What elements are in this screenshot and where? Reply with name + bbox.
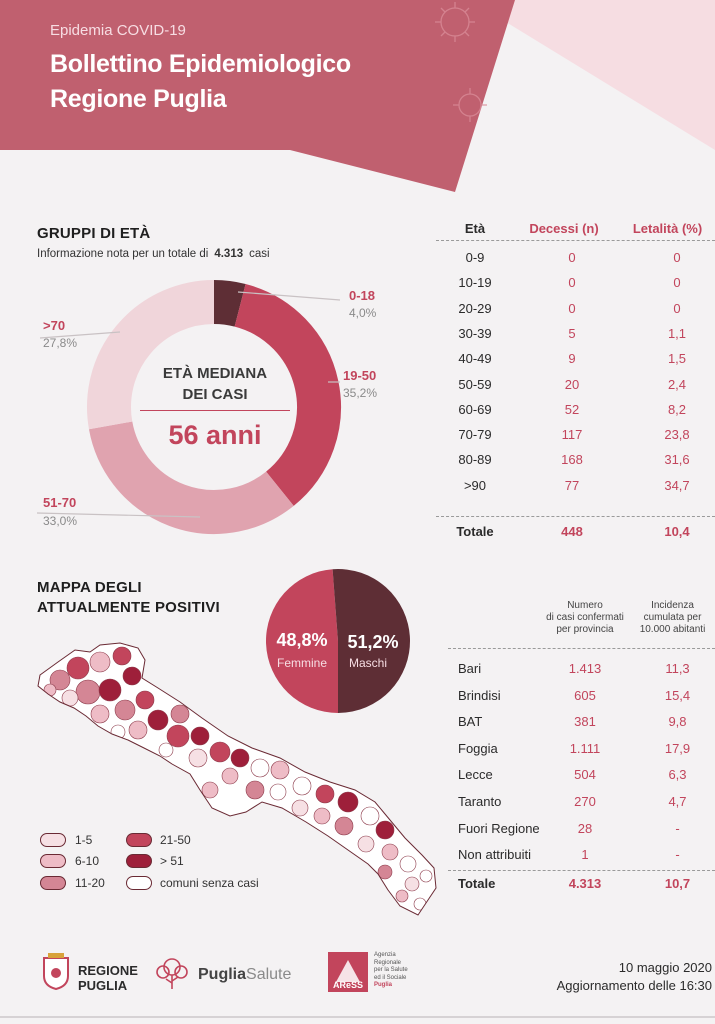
age-table-cell: 80-89 <box>458 452 492 468</box>
aress-logo-text <box>374 952 408 990</box>
age-table-cell: 168 <box>561 452 583 468</box>
logo-regione-line1: REGIONE <box>78 963 138 978</box>
median-age-caption-line2: DEI CASI <box>182 386 248 403</box>
age-table-cell: 1,1 <box>667 325 687 341</box>
footer-rule <box>0 1016 715 1018</box>
subtitle-prefix: Informazione nota per un totale di <box>37 248 209 260</box>
province-table-cell: 9,8 <box>668 714 687 730</box>
age-table-cell: 0 <box>568 250 576 265</box>
age-table-cell: 0 <box>673 250 681 265</box>
province-table-cell: 381 <box>574 714 596 730</box>
age-table-cell: 2,4 <box>667 376 687 392</box>
age-groups-subtitle <box>37 248 270 260</box>
aress-logo-mark: AReSS <box>332 980 363 990</box>
province-table-cell: 270 <box>574 794 596 809</box>
age-table-bottom-rule <box>436 516 715 517</box>
province-head-inc-l3: 10.000 abitanti <box>639 624 706 635</box>
legend-label-none: comuni senza casi <box>160 876 259 890</box>
age-table-head-eta: Età <box>464 221 486 236</box>
legend-label-gt51: > 51 <box>160 854 184 868</box>
legend-swatch-none <box>126 876 152 890</box>
age-table-cell: 52 <box>564 401 580 417</box>
province-table-cell: 1.413 <box>568 661 602 676</box>
province-head-cases-l1: Numero <box>567 600 603 611</box>
donut-label-gt70: >70 <box>43 318 66 333</box>
age-table-cell: 23,8 <box>664 427 690 443</box>
province-table-cell: 15,4 <box>664 687 691 703</box>
legend-label-21-50: 21-50 <box>160 833 191 847</box>
province-total-cases: 4.313 <box>568 876 602 891</box>
legend-swatch-gt51 <box>126 854 152 868</box>
age-table-cell: 50-59 <box>458 376 492 392</box>
header-kicker: Epidemia COVID-19 <box>50 22 186 39</box>
age-groups-title: GRUPPI DI ETÀ <box>37 225 151 242</box>
age-table-cell: 31,6 <box>664 452 690 468</box>
gender-male-label: Maschi <box>348 656 387 670</box>
donut-label-0-18: 0-18 <box>349 288 376 303</box>
age-table-cell: 77 <box>564 477 580 493</box>
legend-swatch-1-5 <box>40 833 66 847</box>
median-age-caption-line1: ETÀ MEDIANA <box>162 365 268 382</box>
donut-pct-0-18: 4,0% <box>349 306 377 320</box>
age-table-cell: 70-79 <box>458 427 492 443</box>
province-head-cases-l2: di casi confermati <box>546 612 624 623</box>
province-table-cell: 28 <box>577 820 593 836</box>
province-table-cell: 1 <box>581 847 589 863</box>
map-title-line2: ATTUALMENTE POSITIVI <box>37 599 220 616</box>
legend-swatch-11-20 <box>40 876 66 890</box>
legend-label-1-5: 1-5 <box>75 833 93 847</box>
legend-label-11-20: 11-20 <box>75 876 105 890</box>
province-table-cell: Foggia <box>458 740 498 756</box>
puglia-salute-tree-icon <box>152 955 192 991</box>
province-head-cases-l3: per provincia <box>556 624 614 635</box>
donut-pct-19-50: 35,2% <box>343 386 378 400</box>
age-table-total-label: Totale <box>456 524 494 539</box>
province-head-cases <box>545 600 625 636</box>
age-table-cell: 0 <box>568 275 576 291</box>
province-table-cell: Non attribuiti <box>458 847 531 863</box>
gender-female-pct: 48,8% <box>276 630 328 650</box>
donut-label-19-50: 19-50 <box>343 368 377 383</box>
gender-female-label: Femmine <box>276 656 327 670</box>
province-table-cell: 11,3 <box>665 661 690 676</box>
age-table-cell: 117 <box>561 427 583 443</box>
province-table-cell: 605 <box>574 687 596 703</box>
province-table-cell: BAT <box>458 714 483 730</box>
donut-slice-018 <box>214 302 240 305</box>
province-table-cell: - <box>675 847 680 863</box>
donut-pct-51-70: 33,0% <box>43 514 78 528</box>
gender-male-pct: 51,2% <box>347 632 399 652</box>
age-table-cell: 8,2 <box>667 401 687 417</box>
province-table-top-rule <box>448 648 715 649</box>
province-head-incidence <box>630 600 715 636</box>
legend-label-6-10: 6-10 <box>75 854 100 868</box>
age-table-head-letalita: Letalità (%) <box>632 221 703 236</box>
aress-line5: Puglia <box>374 982 393 988</box>
age-table-cell: 10-19 <box>458 275 492 291</box>
bulletin-update-time: Aggiornamento delle 16:30 <box>556 978 712 993</box>
aress-line4: ed il Sociale <box>374 974 407 981</box>
donut-hole <box>132 325 296 489</box>
province-table-cell: 17,9 <box>664 740 691 756</box>
age-table-cell: 0 <box>568 300 576 316</box>
province-table-cell: Fuori Regione <box>458 820 540 836</box>
province-total-label: Totale <box>458 876 496 891</box>
age-table-cell: 40-49 <box>458 351 492 367</box>
province-table-cell: Brindisi <box>458 687 501 703</box>
header-title-line2: Regione Puglia <box>50 85 227 113</box>
province-table-cell: Bari <box>458 661 482 676</box>
map-title-line1: MAPPA DEGLI <box>37 579 142 596</box>
province-total-incidence: 10,7 <box>664 876 691 891</box>
aress-line2: Regionale <box>374 959 402 966</box>
age-table-top-rule <box>436 240 715 241</box>
median-age-value: 56 anni <box>168 420 262 450</box>
aress-line3: per la Salute <box>374 967 408 973</box>
donut-pct-gt70: 27,8% <box>43 336 78 350</box>
legend-swatch-21-50 <box>126 833 152 847</box>
province-head-inc-l1: Incidenza <box>651 600 694 611</box>
age-table-cell: 20 <box>564 376 580 392</box>
header-title-line1: Bollettino Epidemiologico <box>50 50 351 78</box>
age-table-head-decessi: Decessi (n) <box>529 221 599 236</box>
aress-line1: Agenzia <box>374 952 396 958</box>
age-table-total-lethality: 10,4 <box>664 524 690 539</box>
age-table-cell: >90 <box>463 477 487 493</box>
age-table-cell: 20-29 <box>458 300 492 316</box>
donut-label-51-70: 51-70 <box>43 495 77 510</box>
logo-puglia-salute-b: Salute <box>246 966 292 983</box>
age-table-cell: 0-9 <box>465 250 485 265</box>
age-table-cell: 60-69 <box>458 401 492 417</box>
age-table-cell: 1,5 <box>667 351 687 367</box>
age-table-cell: 0 <box>673 275 681 291</box>
age-table-cell: 9 <box>568 351 576 367</box>
legend-swatch-6-10 <box>40 854 66 868</box>
province-table-cell: 4,7 <box>668 794 687 809</box>
regione-puglia-crest-icon <box>42 952 70 990</box>
age-table-cell: 30-39 <box>458 325 492 341</box>
province-table-cell: 1.111 <box>569 740 601 756</box>
province-table-cell: 6,3 <box>668 767 687 783</box>
province-head-inc-l2: cumulata per <box>643 612 702 623</box>
logo-regione-line2: PUGLIA <box>78 978 128 993</box>
age-table-cell: 5 <box>568 325 576 341</box>
province-table-cell: Taranto <box>458 794 502 809</box>
subtitle-suffix: casi <box>249 248 270 260</box>
subtitle-total: 4.313 <box>214 248 244 260</box>
province-table-cell: - <box>675 820 680 836</box>
age-table-cell: 0 <box>673 300 681 316</box>
age-table-cell: 34,7 <box>664 477 690 493</box>
bulletin-date: 10 maggio 2020 <box>618 960 712 975</box>
province-table-bottom-rule <box>448 870 715 871</box>
province-table-cell: Lecce <box>458 767 493 783</box>
median-age-divider <box>140 410 290 411</box>
province-table-cell: 504 <box>574 767 596 783</box>
logo-puglia-salute <box>198 966 291 984</box>
logo-puglia-salute-a: Puglia <box>198 966 247 983</box>
age-table-total-deaths: 448 <box>561 524 583 539</box>
